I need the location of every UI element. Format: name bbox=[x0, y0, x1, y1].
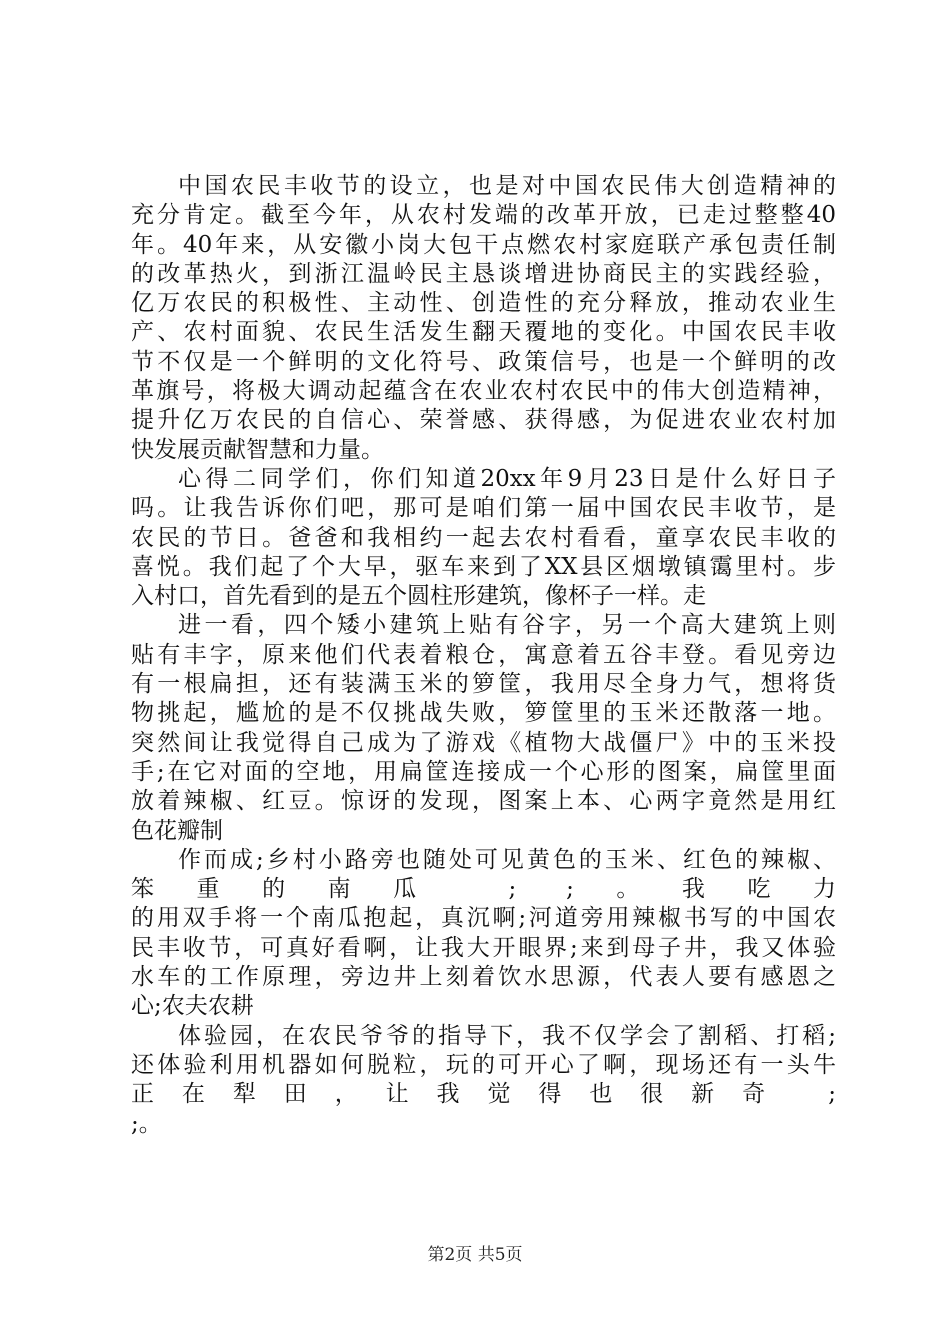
text-line: 笨重的南瓜 ; ;。我吃力 bbox=[131, 876, 836, 903]
text-line: 贴有丰字，原来他们代表着粮仓，寓意着五谷丰登。看见旁边 bbox=[131, 641, 836, 668]
text-line: 物挑起，尴尬的是不仅挑战失败，箩筐里的玉米还散落一地。 bbox=[131, 700, 836, 727]
text-line: 体验园，在农民爷爷的指导下，我不仅学会了割稻、打稻; bbox=[178, 1022, 836, 1049]
text-line: 入村口，首先看到的是五个圆柱形建筑，像杯子一样。走 bbox=[131, 583, 706, 610]
text-line: 心;农夫农耕 bbox=[131, 993, 254, 1020]
text-line: 民丰收节，可真好看啊，让我大开眼界;来到母子井，我又体验 bbox=[131, 934, 836, 961]
text-line: 水车的工作原理，旁边井上刻着饮水思源，代表人要有感恩之 bbox=[131, 964, 836, 991]
text-line: 亿万农民的积极性、主动性、创造性的充分释放，推动农业生 bbox=[131, 290, 836, 317]
text-line: 快发展贡献智慧和力量。 bbox=[131, 436, 384, 463]
text-line: 喜悦。我们起了个大早，驱车来到了XX县区烟墩镇霭里村。步 bbox=[131, 553, 836, 580]
page-footer: 第2页 共5页 bbox=[427, 1245, 523, 1265]
body-text bbox=[131, 172, 836, 1139]
text-line: 突然间让我觉得自己成为了游戏《植物大战僵尸》中的玉米投 bbox=[131, 729, 836, 756]
text-line: 还体验利用机器如何脱粒，玩的可开心了啊，现场还有一头牛 bbox=[131, 1051, 836, 1078]
text-line: 吗。让我告诉你们吧，那可是咱们第一届中国农民丰收节，是 bbox=[131, 495, 836, 522]
text-line: 心得二同学们，你们知道20xx年9月23日是什么好日子 bbox=[178, 465, 836, 492]
text-line: 的改革热火，到浙江温岭民主恳谈增进协商民主的实践经验， bbox=[131, 260, 836, 287]
text-line: 放着辣椒、红豆。惊讶的发现，图案上本、心两字竟然是用红 bbox=[131, 788, 836, 815]
text-line: 产、农村面貌、农民生活发生翻天覆地的变化。中国农民丰收 bbox=[131, 319, 836, 346]
text-line: 手;在它对面的空地，用扁筐连接成一个心形的图案，扁筐里面 bbox=[131, 758, 836, 785]
text-line: 节不仅是一个鲜明的文化符号、政策信号，也是一个鲜明的改 bbox=[131, 348, 836, 375]
text-line: 农民的节日。爸爸和我相约一起去农村看看，童享农民丰收的 bbox=[131, 524, 836, 551]
text-line: 进一看，四个矮小建筑上贴有谷字，另一个高大建筑上则 bbox=[178, 612, 836, 639]
text-line: 正在犁田，让我觉得也很新奇 ; bbox=[131, 1081, 836, 1108]
text-line: 充分肯定。截至今年，从农村发端的改革开放，已走过整整40 bbox=[131, 202, 836, 229]
text-line: 作而成;乡村小路旁也随处可见黄色的玉米、红色的辣椒、 bbox=[178, 846, 836, 873]
text-line: 色花瓣制 bbox=[131, 817, 223, 844]
text-line: ;。 bbox=[131, 1110, 162, 1137]
text-line: 有一根扁担，还有装满玉米的箩筐，我用尽全身力气，想将货 bbox=[131, 671, 836, 698]
text-line: 革旗号，将极大调动起蕴含在农业农村农民中的伟大创造精神， bbox=[131, 378, 836, 405]
text-line: 提升亿万农民的自信心、荣誉感、获得感，为促进农业农村加 bbox=[131, 407, 836, 434]
text-line: 中国农民丰收节的设立，也是对中国农民伟大创造精神的 bbox=[178, 173, 836, 199]
text-line: 的用双手将一个南瓜抱起，真沉啊;河道旁用辣椒书写的中国农 bbox=[131, 905, 836, 932]
text-line: 年。40年来，从安徽小岗大包干点燃农村家庭联产承包责任制 bbox=[131, 231, 836, 258]
